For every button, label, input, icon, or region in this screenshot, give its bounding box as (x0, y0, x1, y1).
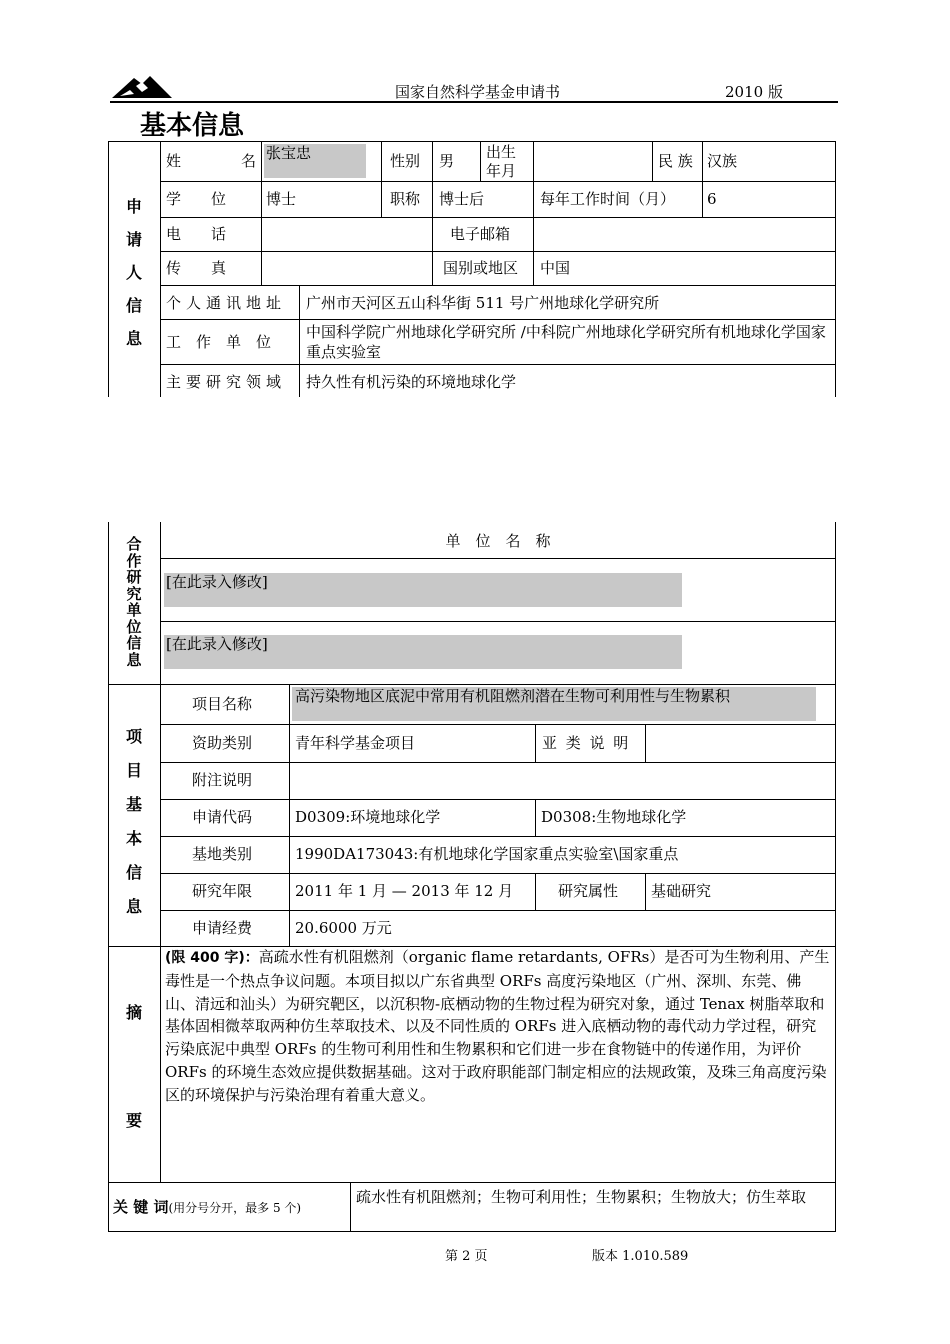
cooperation-row-2[interactable]: [在此录入修改] (166, 635, 268, 653)
email-label: 电子邮箱 (450, 225, 511, 243)
note-label: 附注说明 (192, 771, 253, 789)
code-label: 申请代码 (192, 808, 253, 826)
gender-label: 性别 (390, 152, 421, 170)
mountain-logo-icon (112, 70, 172, 100)
abstract-limit: (限 400 字)： (165, 950, 259, 966)
gender-value: 男 (439, 152, 455, 170)
code-value-1: D0309:环境地球化学 (295, 808, 441, 826)
address-label: 个人通讯地址 (166, 294, 287, 312)
name-value: 张宝忠 (266, 144, 312, 162)
phone-label: 电 话 (166, 225, 227, 243)
field-label: 主要研究领域 (166, 373, 287, 391)
subclass-label: 亚 类 说 明 (542, 734, 631, 752)
cooperation-side-label: 合 作 研 究 单 位 信 息 (126, 535, 142, 669)
attribute-value: 基础研究 (651, 882, 712, 900)
keywords-label: 关 键 词 (113, 1198, 169, 1216)
budget-label: 申请经费 (192, 919, 253, 937)
funding-value: 青年科学基金项目 (295, 734, 416, 752)
worktime-value: 6 (707, 190, 717, 208)
header-version: 2010 版 (725, 83, 783, 101)
header-title: 国家自然科学基金申请书 (395, 83, 561, 101)
title-value: 博士后 (439, 190, 485, 208)
project-side-label: 项 目 基 本 信 息 (125, 727, 142, 916)
base-label: 基地类别 (192, 845, 253, 863)
applicant-side-label: 申 请 人 信 息 (125, 197, 142, 348)
ethnic-label: 民 族 (658, 152, 693, 170)
ethnic-value: 汉族 (707, 152, 738, 170)
abstract-side-label-1: 摘 (125, 1003, 142, 1022)
attribute-label: 研究属性 (558, 882, 619, 900)
birth-label-2: 年月 (486, 162, 517, 180)
degree-value: 博士 (266, 190, 297, 208)
abstract-text (165, 946, 831, 1107)
title-label: 职称 (390, 190, 421, 208)
cooperation-row-1[interactable]: [在此录入修改] (166, 573, 268, 591)
project-name-label: 项目名称 (192, 695, 253, 713)
degree-label: 学 位 (166, 190, 227, 208)
footer-page: 第 2 页 (445, 1249, 488, 1264)
funding-label: 资助类别 (192, 734, 253, 752)
cooperation-header: 单 位 名 称 (445, 532, 551, 550)
abstract-body: 高疏水性有机阻燃剂（organic flame retardants, OFRs）是否可为生物利用、产生毒性是一个热点争议问题。本项目拟以广东省典型 ORFs 高度污染地区（广州、深圳、东莞、佛山、清远和汕头）为研究靶区，以沉积物-底栖动物的生物过程为研究对象，通过 Tenax 树脂萃取和基体固相微萃取两种仿生萃取技术、以及不同性质的 ORFs 进入底栖动物的毒代动力学过程，研究污染底泥中典型 ORFs 的生物可利用性和生物累积和它们进一步在食物链中的传递作用，为评价 ORFs 的环境生态效应提供数据基础。这对于政府职能部门制定相应的法规政策，及珠三角高度污染区的环境保护与污染治理有着重大意义。 (165, 948, 830, 1104)
address-value: 广州市天河区五山科华街 511 号广州地球化学研究所 (306, 294, 660, 312)
header-rule (110, 101, 838, 103)
budget-value: 20.6000 万元 (295, 919, 392, 937)
period-label: 研究年限 (192, 882, 253, 900)
birth-label-1: 出生 (486, 143, 517, 161)
header-logo (112, 70, 172, 100)
abstract-side-label-2: 要 (125, 1111, 142, 1130)
footer-version: 版本 1.010.589 (592, 1249, 689, 1264)
project-name-value: 高污染物地区底泥中常用有机阻燃剂潜在生物可利用性与生物累积 (295, 687, 731, 705)
keywords-label-group (113, 1197, 301, 1218)
keywords-value: 疏水性有机阻燃剂；生物可利用性；生物累积；生物放大；仿生萃取 (356, 1188, 807, 1206)
country-label: 国别或地区 (443, 259, 519, 277)
employer-label: 工 作 单 位 (166, 333, 272, 351)
name-label: 姓 名 (166, 152, 256, 170)
field-value: 持久性有机污染的环境地球化学 (306, 373, 517, 391)
code-value-2: D0308:生物地球化学 (541, 808, 687, 826)
fax-label: 传 真 (166, 259, 227, 277)
section-title: 基本信息 (140, 111, 245, 141)
employer-value: 中国科学院广州地球化学研究所 /中科院广州地球化学研究所有机地球化学国家重点实验室 (306, 323, 826, 361)
period-value: 2011 年 1 月 — 2013 年 12 月 (295, 882, 514, 900)
keywords-note: (用分号分开，最多 5 个) (168, 1201, 302, 1215)
worktime-label: 每年工作时间（月） (540, 190, 676, 208)
base-value: 1990DA173043:有机地球化学国家重点实验室\国家重点 (295, 845, 679, 863)
country-value: 中国 (540, 259, 571, 277)
